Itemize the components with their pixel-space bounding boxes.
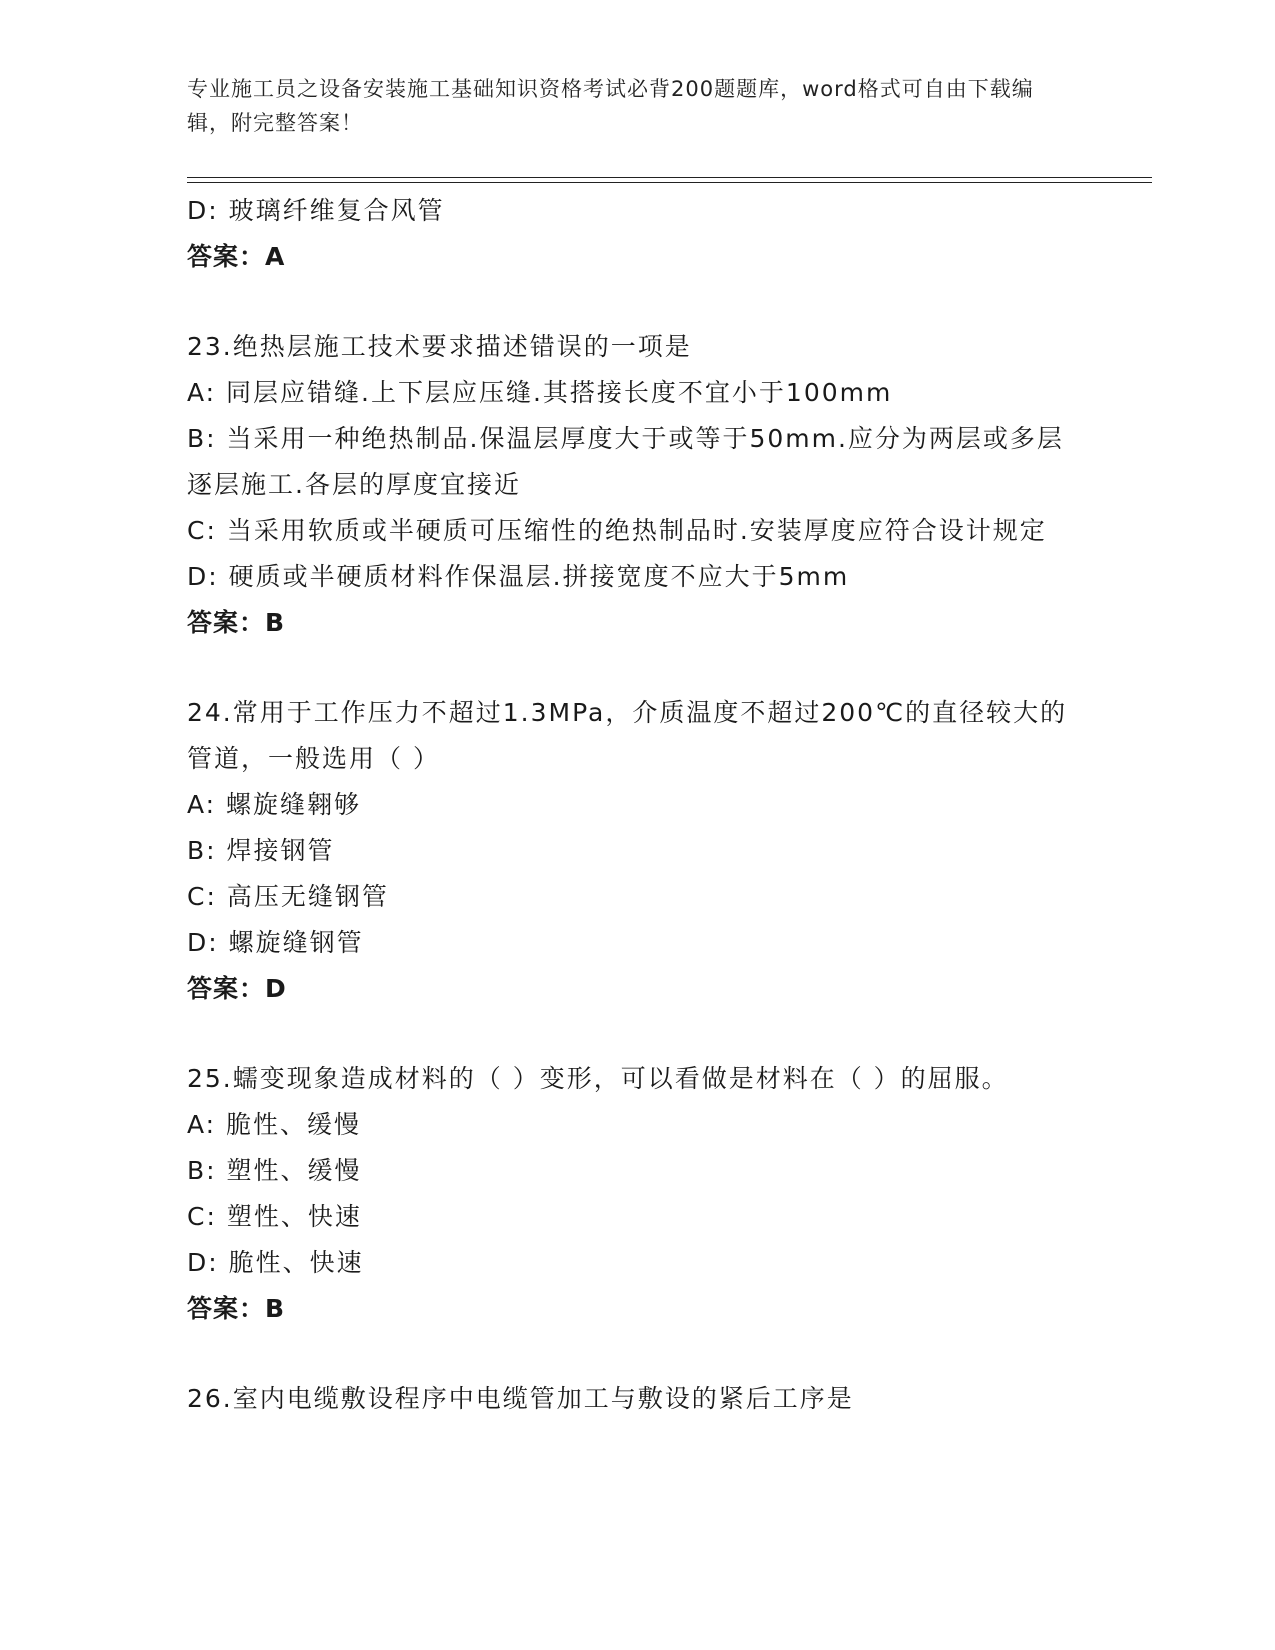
answer: 答案：D xyxy=(187,974,287,1003)
option-d: D: 螺旋缝钢管 xyxy=(187,928,364,957)
answer: 答案：B xyxy=(187,1294,286,1323)
spacer xyxy=(187,646,1087,690)
option-b: B: 塑性、缓慢 xyxy=(187,1156,362,1185)
question-25 xyxy=(187,1056,1087,1332)
question-26 xyxy=(187,1376,1087,1422)
page-header: 专业施工员之设备安装施工基础知识资格考试必背200题题库，word格式可自由下载编辑，附完整答案！ xyxy=(187,77,1034,135)
header-rule-top xyxy=(187,177,1152,178)
answer: 答案：B xyxy=(187,608,286,637)
header-rule-bottom xyxy=(187,182,1152,183)
option-a: A: 螺旋缝翱够 xyxy=(187,790,362,819)
question-23 xyxy=(187,324,1087,646)
option-a: A: 脆性、缓慢 xyxy=(187,1110,362,1139)
question-stem: 24.常用于工作压力不超过1.3MPa，介质温度不超过200℃的直径较大的管道，一般选用（ ） xyxy=(187,698,1068,773)
option-d: D: 脆性、快速 xyxy=(187,1248,364,1277)
option-c: C: 当采用软质或半硬质可压缩性的绝热制品时.安装厚度应符合设计规定 xyxy=(187,516,1047,545)
option-c: C: 高压无缝钢管 xyxy=(187,882,389,911)
option-d: D: 硬质或半硬质材料作保温层.拼接宽度不应大于5mm xyxy=(187,562,850,591)
option-c: C: 塑性、快速 xyxy=(187,1202,362,1231)
spacer xyxy=(187,1332,1087,1376)
prev-option-d: D: 玻璃纤维复合风管 xyxy=(187,196,445,225)
question-content xyxy=(187,188,1087,1422)
question-24 xyxy=(187,690,1087,1012)
option-b: B: 当采用一种绝热制品.保温层厚度大于或等于50mm.应分为两层或多层逐层施工.各层的厚度宜接近 xyxy=(187,424,1064,499)
prev-answer: 答案：A xyxy=(187,242,286,271)
option-a: A: 同层应错缝.上下层应压缝.其搭接长度不宜小于100mm xyxy=(187,378,893,407)
question-stem: 26.室内电缆敷设程序中电缆管加工与敷设的紧后工序是 xyxy=(187,1384,854,1413)
question-stem: 25.蠕变现象造成材料的（ ）变形，可以看做是材料在（ ）的屈服。 xyxy=(187,1064,1009,1093)
option-b: B: 焊接钢管 xyxy=(187,836,335,865)
question-stem: 23.绝热层施工技术要求描述错误的一项是 xyxy=(187,332,692,361)
spacer xyxy=(187,1012,1087,1056)
spacer xyxy=(187,280,1087,324)
